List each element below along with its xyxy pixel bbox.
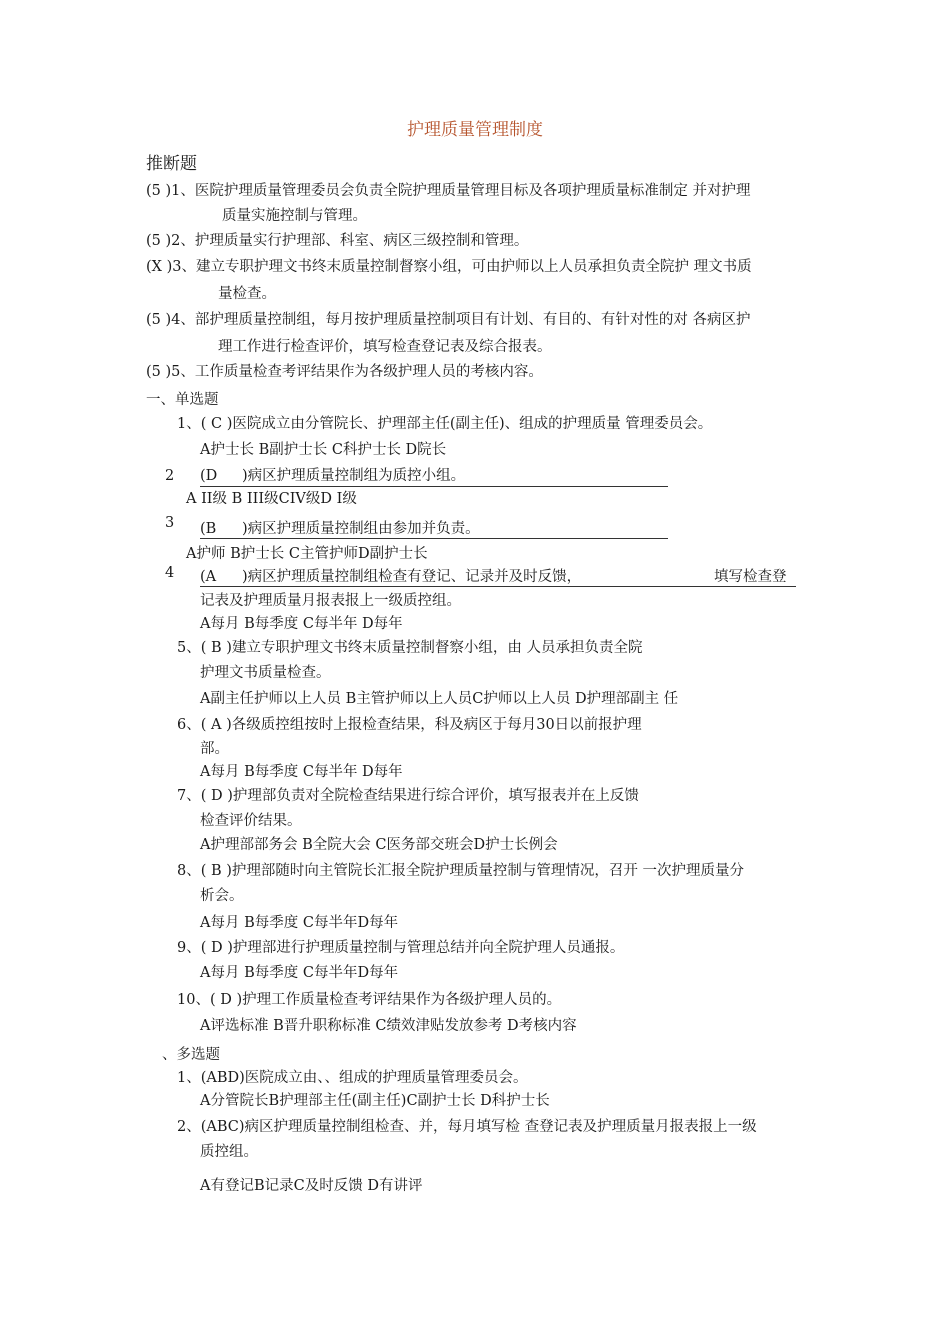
judgment-item-3: (X )3、建立专职护理文书终末质量控制督察小组，可由护师以上人员承担负责全院护 理文书质 <box>146 259 752 275</box>
multi-heading: 、多选题 <box>162 1047 220 1063</box>
judgment-item-4-cont: 理工作进行检查评价，填写检查登记表及综合报表。 <box>218 339 552 355</box>
single-q4-cont: 记表及护理质量月报表报上一级质控组。 <box>200 593 461 609</box>
single-q1-options: A护士长 B副护士长 C科护士长 D院长 <box>200 442 447 458</box>
judgment-item-4: (5 )4、部护理质量控制组，每月按护理质量控制项目有计划、有目的、有针对性的对 各病区护 <box>146 312 751 328</box>
single-q3-text: )病区护理质量控制组由参加并负责。 <box>242 521 480 537</box>
multi-q1-options: A分管院长B护理部主任(副主任)C副护士长 D科护士长 <box>200 1093 550 1109</box>
single-q4-options: A每月 B每季度 C每半年 D每年 <box>200 616 403 632</box>
single-q2-text: )病区护理质量控制组为质控小组。 <box>242 468 466 484</box>
single-q6-options: A每月 B每季度 C每半年 D每年 <box>200 764 403 780</box>
single-q4-number: 4 <box>165 565 175 581</box>
single-q10-options: A评选标准 B晋升职称标准 C绩效津贴发放参考 D考核内容 <box>200 1018 577 1034</box>
single-q3-answer: (B <box>200 521 217 537</box>
single-q7-options: A护理部部务会 B全院大会 C医务部交班会D护士长例会 <box>200 837 558 853</box>
document-title: 护理质量管理制度 <box>407 120 543 140</box>
single-q3-underline <box>200 538 668 539</box>
single-q5-options: A副主任护师以上人员 B主管护师以上人员C护师以上人员 D护理部副主 任 <box>200 691 679 707</box>
single-q4-text: )病区护理质量控制组检查有登记、记录并及时反馈， <box>242 569 582 585</box>
single-heading: 一、单选题 <box>146 392 219 408</box>
single-q1: 1、( C )医院成立由分管院长、护理部主任(副主任)、组成的护理质量 管理委员会。 <box>177 416 713 432</box>
single-q6-cont: 部。 <box>200 741 229 757</box>
judgment-item-3-cont: 量检查。 <box>218 286 276 302</box>
single-q8-options: A每月 B每季度 C每半年D每年 <box>200 915 399 931</box>
multi-q2-cont: 质控组。 <box>200 1144 258 1160</box>
single-q4-answer: (A <box>200 569 217 585</box>
judgment-item-1-cont: 质量实施控制与管理。 <box>222 208 367 224</box>
judgment-heading: 推断题 <box>146 154 197 174</box>
multi-q2: 2、(ABC)病区护理质量控制组检查、并，每月填写检 查登记表及护理质量月报表报上一级 <box>177 1119 757 1135</box>
judgment-item-1: (5 )1、医院护理质量管理委员会负责全院护理质量管理目标及各项护理质量标准制定 并对护理 <box>146 183 751 199</box>
single-q4-text-end: 填写检查登 <box>714 569 787 585</box>
single-q2-number: 2 <box>165 468 175 484</box>
single-q7-cont: 检查评价结果。 <box>200 813 302 829</box>
single-q7: 7、( D )护理部负责对全院检查结果进行综合评价，填写报表并在上反馈 <box>177 788 639 804</box>
single-q2-options: A II级 B III级CIV级D I级 <box>186 491 357 507</box>
single-q10: 10、( D )护理工作质量检查考评结果作为各级护理人员的。 <box>177 992 562 1008</box>
single-q2-answer: (D <box>200 468 218 484</box>
single-q8-cont: 析会。 <box>200 888 244 904</box>
single-q9-options: A每月 B每季度 C每半年D每年 <box>200 965 399 981</box>
single-q4-underline <box>200 586 796 587</box>
single-q8: 8、( B )护理部随时向主管院长汇报全院护理质量控制与管理情况，召开 一次护理质量分 <box>177 863 745 879</box>
single-q9: 9、( D )护理部进行护理质量控制与管理总结并向全院护理人员通报。 <box>177 940 625 956</box>
single-q2-underline <box>200 486 668 487</box>
judgment-item-5: (5 )5、工作质量检查考评结果作为各级护理人员的考核内容。 <box>146 364 543 380</box>
single-q3-number: 3 <box>165 515 175 531</box>
single-q5: 5、( B )建立专职护理文书终末质量控制督察小组，由 人员承担负责全院 <box>177 640 643 656</box>
single-q5-cont: 护理文书质量检查。 <box>200 665 331 681</box>
single-q3-options: A护师 B护士长 C主管护师D副护士长 <box>186 546 428 562</box>
single-q6: 6、( A )各级质控组按时上报检查结果，科及病区于每月30日以前报护理 <box>177 717 642 733</box>
multi-q1: 1、(ABD)医院成立由、、组成的护理质量管理委员会。 <box>177 1070 528 1086</box>
judgment-item-2: (5 )2、护理质量实行护理部、科室、病区三级控制和管理。 <box>146 233 529 249</box>
multi-q2-options: A有登记B记录C及时反馈 D有讲评 <box>200 1178 423 1194</box>
